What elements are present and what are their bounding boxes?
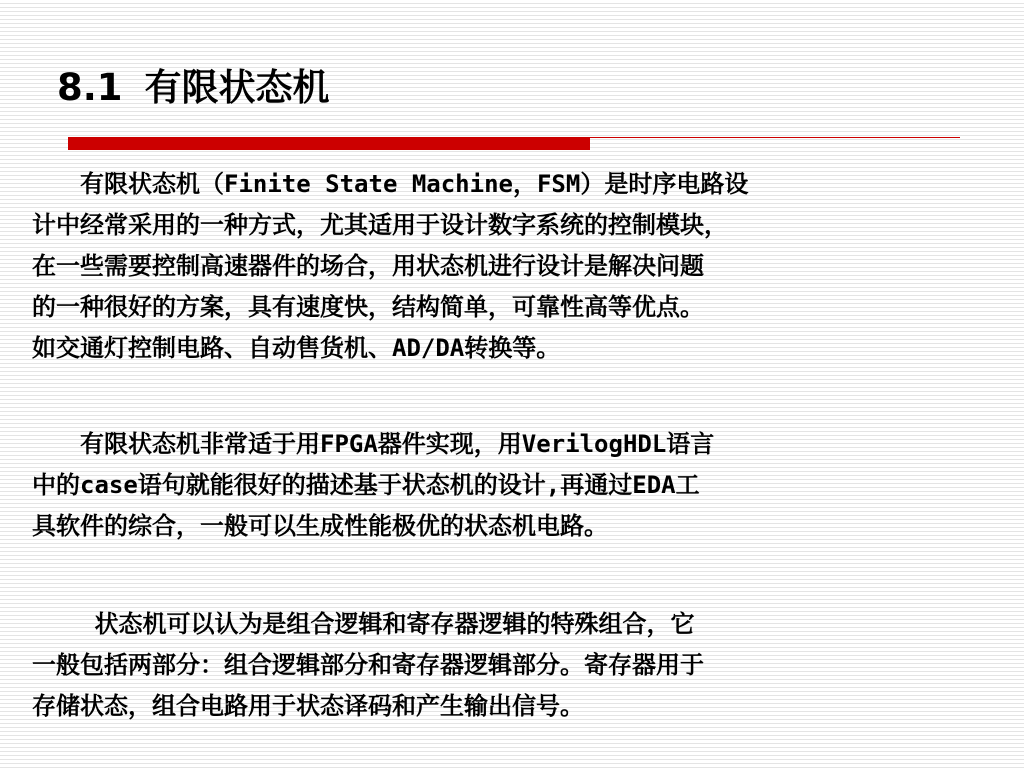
- title-number: 8.1: [57, 66, 123, 109]
- paragraph-fsm-definition: [32, 164, 1012, 369]
- text-line: 状态机可以认为是组合逻辑和寄存器逻辑的特殊组合，它: [32, 610, 695, 638]
- text-line: 存储状态，组合电路用于状态译码和产生输出信号。: [32, 692, 584, 720]
- text-line: 如交通灯控制电路、自动售货机、AD/DA转换等。: [32, 334, 561, 362]
- text-line: 有限状态机（Finite State Machine，FSM）是时序电路设: [32, 170, 749, 198]
- slide-title: [57, 58, 330, 118]
- title-underline-line: [590, 137, 960, 138]
- text-line: 具软件的综合，一般可以生成性能极优的状态机电路。: [32, 512, 608, 540]
- paragraph-fpga-implementation: [32, 424, 1012, 547]
- paragraph-state-machine-parts: [32, 604, 1012, 727]
- text-line: 有限状态机非常适于用FPGA器件实现，用VerilogHDL语言: [32, 430, 715, 458]
- text-line: 中的case语句就能很好的描述基于状态机的设计,再通过EDA工: [32, 471, 700, 499]
- text-line: 的一种很好的方案，具有速度快，结构简单，可靠性高等优点。: [32, 293, 704, 321]
- text-line: 计中经常采用的一种方式，尤其适用于设计数字系统的控制模块，: [32, 211, 728, 239]
- text-line: 一般包括两部分：组合逻辑部分和寄存器逻辑部分。寄存器用于: [32, 651, 704, 679]
- text-line: 在一些需要控制高速器件的场合，用状态机进行设计是解决问题: [32, 252, 704, 280]
- title-underline-bar: [68, 137, 590, 150]
- title-text: 有限状态机: [144, 66, 330, 109]
